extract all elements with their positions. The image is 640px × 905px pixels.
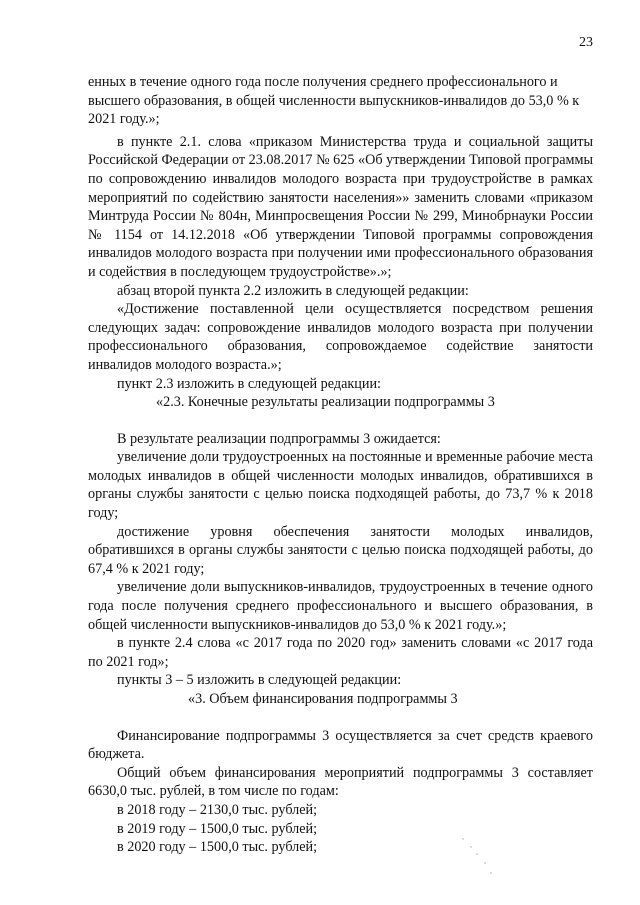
paragraph-amend-2-2-text: «Достижение поставленной цели осуществляется посредством решения следующих задач: сопровождение инвалидов молодого возраста при получении профессионального образования, сопровождаемое содействие занятости инвалидов молодого возраста.»; bbox=[88, 301, 593, 373]
scan-speck bbox=[490, 872, 492, 874]
scan-speck bbox=[476, 853, 478, 855]
section-heading-2-3: «2.3. Конечные результаты реализации подпрограммы 3 bbox=[156, 394, 495, 411]
paragraph-result-2: достижение уровня обеспечения занятости молодых инвалидов, обратившихся в органы службы занятости с целью поиска подходящей работы, до 67,4 % к 2021 году; bbox=[88, 523, 593, 577]
paragraph-continuation: енных в течение одного года после получения среднего профессионального и высшего образования, в общей численности выпускников-инвалидов до 53,0 % к 2021 году.»; bbox=[88, 74, 580, 128]
paragraph-amend-2-1: в пункте 2.1. слова «приказом Министерства труда и социальной защиты Российской Федерации от 23.08.2017 № 625 «Об утверждении Типовой программы по сопровождению инвалидов молодого возраста при трудоустройстве в рамках мероприятий по содействию занятости населения»» заменить словами «приказом Минтруда России № 804н, Минпросвещения России № 299, Минобрнауки России № 1154 от 14.12.2018 «Об утверждении Типовой программы сопровождения инвалидов молодого возраста при получении ими профессионального образования и содействия в последующем трудоустройстве».»; bbox=[88, 133, 593, 280]
paragraph-result-3: увеличение доли выпускников-инвалидов, трудоустроенных в течение одного года после получения среднего профессионального и высшего образования, в общей численности выпускников-инвалидов до 53,0 % к 2021 году.»; bbox=[88, 579, 593, 633]
paragraph-financing-source: Финансирование подпрограммы 3 осуществляется за счет средств краевого бюджета. bbox=[88, 727, 593, 763]
paragraph-amend-3-5-intro: пункты 3 – 5 изложить в следующей редакции: bbox=[117, 672, 402, 689]
page-number: 23 bbox=[579, 35, 593, 50]
scan-speck bbox=[462, 838, 464, 840]
document-body bbox=[88, 73, 593, 857]
paragraph-amend-2-3-intro: пункт 2.3 изложить в следующей редакции: bbox=[117, 375, 381, 392]
section-heading-3: «3. Объем финансирования подпрограммы 3 bbox=[188, 691, 458, 707]
scan-speck bbox=[470, 846, 472, 848]
financing-year-2020: в 2020 году – 1500,0 тыс. рублей; bbox=[117, 839, 318, 856]
paragraph-amend-2-4: в пункте 2.4 слова «с 2017 года по 2020 год» заменить словами «с 2017 года по 2021 год»; bbox=[88, 635, 593, 670]
paragraph-result-1: увеличение доли трудоустроенных на постоянные и временные рабочие места молодых инвалидов в общей численности молодых инвалидов, обратившихся в органы службы занятости с целью поиска подходящей работы, до 73,7 % к 2018 году; bbox=[88, 449, 593, 522]
financing-year-2018: в 2018 году – 2130,0 тыс. рублей; bbox=[117, 801, 318, 818]
scan-speck bbox=[484, 862, 486, 864]
financing-year-2019: в 2019 году – 1500,0 тыс. рублей; bbox=[117, 820, 318, 837]
paragraph-financing-total: Общий объем финансирования мероприятий подпрограммы 3 составляет 6630,0 тыс. рублей, в том числе по годам: bbox=[88, 764, 593, 800]
paragraph-expected-results: В результате реализации подпрограммы 3 ожидается: bbox=[117, 430, 441, 447]
paragraph-amend-2-2-intro: абзац второй пункта 2.2 изложить в следующей редакции: bbox=[117, 282, 469, 299]
